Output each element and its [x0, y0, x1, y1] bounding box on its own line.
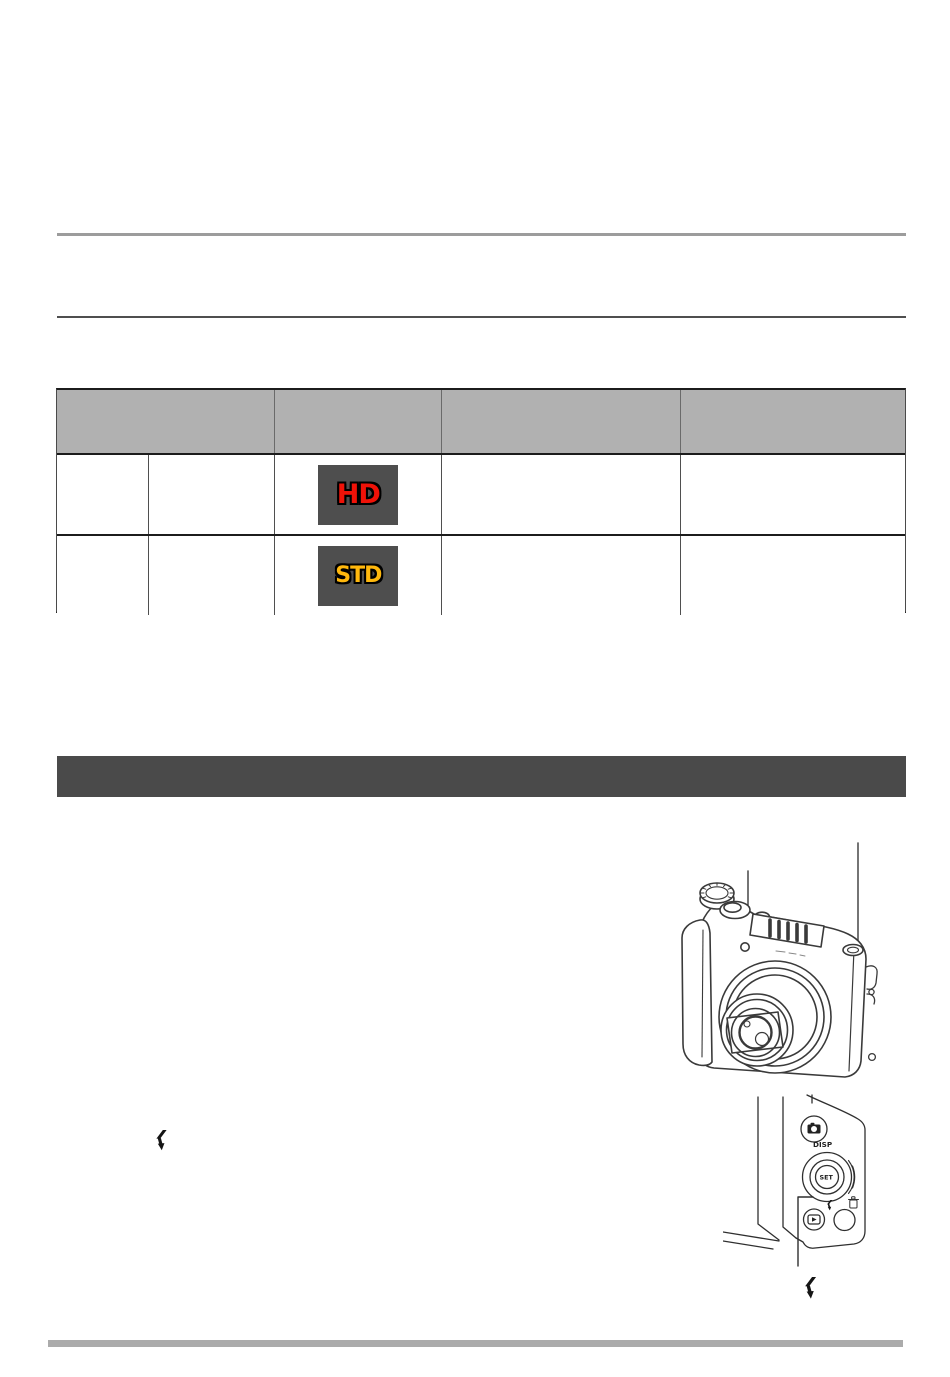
- flash-bolt-inline-icon: [155, 1130, 168, 1151]
- table-cell-quality-icon: [274, 536, 441, 615]
- power-button: [843, 945, 863, 956]
- lcd-edge-lines: [723, 1097, 796, 1249]
- trash-icon: [849, 1197, 859, 1208]
- table-cell: [680, 536, 905, 615]
- flash-button-callout-line: [798, 1197, 813, 1266]
- table-header-cell: [274, 390, 441, 453]
- table-header-row: [57, 390, 905, 455]
- table-cell: [680, 455, 905, 534]
- playback-button: [804, 1209, 825, 1230]
- table-cell: [441, 536, 679, 615]
- hd-label: HD: [336, 479, 380, 510]
- camera-front-illustration: [658, 836, 902, 1084]
- camera-back-illustration: [723, 1083, 893, 1308]
- table-cell-quality-icon: [274, 455, 441, 534]
- std-label: STD: [335, 562, 382, 588]
- horizontal-rule-gray: [57, 233, 906, 236]
- table-header-cell: [680, 390, 905, 453]
- table-row: [57, 455, 905, 536]
- std-quality-icon: [318, 546, 398, 606]
- camera-grip: [682, 920, 712, 1066]
- hd-quality-icon: [318, 465, 398, 525]
- table-cell: [57, 536, 148, 615]
- horizontal-rule-dark: [57, 316, 906, 318]
- table-cell: [57, 455, 148, 534]
- set-button-label: SET: [819, 1173, 833, 1182]
- movie-quality-table: [56, 388, 906, 613]
- table-cell: [148, 455, 275, 534]
- table-cell: [148, 536, 275, 615]
- front-lamp: [741, 943, 749, 951]
- page-footer-bar: [48, 1340, 903, 1347]
- table-header-cell: [441, 390, 679, 453]
- record-button: [801, 1116, 827, 1142]
- lens-barrel: [719, 961, 831, 1073]
- flash-bolt-callout-icon: [805, 1277, 816, 1299]
- delete-button: [834, 1210, 855, 1231]
- table-cell: [441, 455, 679, 534]
- table-header-cell: [57, 390, 274, 453]
- section-heading-banner: [57, 756, 906, 797]
- shutter-button: [720, 902, 750, 919]
- disp-label: DISP: [813, 1140, 833, 1149]
- strap-lug: [866, 966, 877, 1061]
- table-row: [57, 536, 905, 615]
